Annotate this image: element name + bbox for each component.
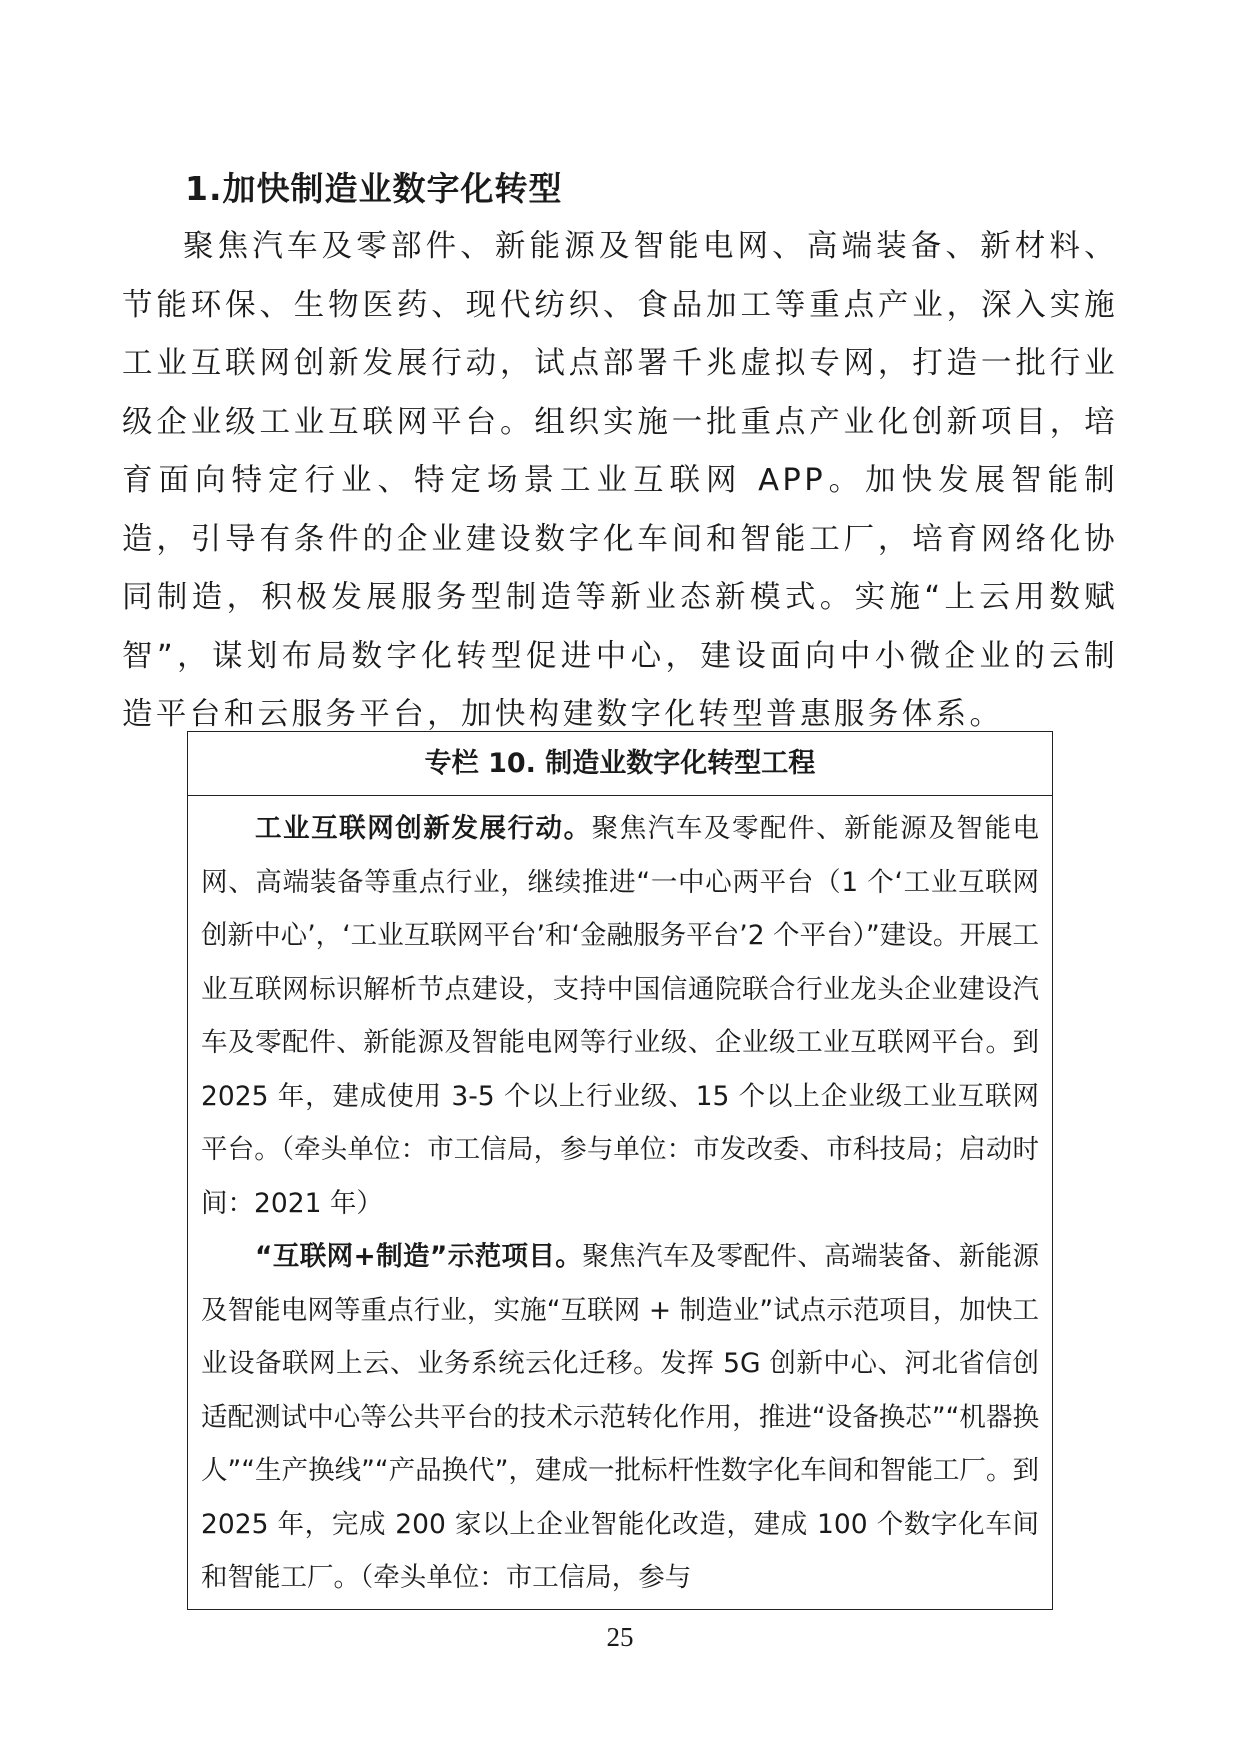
column-box-body <box>188 796 1052 1605</box>
section-paragraph: 聚焦汽车及零部件、新能源及智能电网、高端装备、新材料、节能环保、生物医药、现代纺织、食品加工等重点产业，深入实施工业互联网创新发展行动，试点部署千兆虚拟专网，打造一批行业级企业级工业互联网平台。组织实施一批重点产业化创新项目，培育面向特定行业、特定场景工业互联网 APP。加快发展智能制造，引导有条件的企业建设数字化车间和智能工厂，培育网络化协同制造，积极发展服务型制造等新业态新模式。实施“上云用数赋智”，谋划布局数字化转型促进中心，建设面向中小微企业的云制造平台和云服务平台，加快构建数字化转型普惠服务体系。 <box>122 229 1118 732</box>
column-item-text: 聚焦汽车及零配件、高端装备、新能源及智能电网等重点行业，实施“互联网 + 制造业”试点示范项目，加快工业设备联网上云、业务系统云化迁移。发挥 5G 创新中心、河北省信创适配测试中心等公共平台的技术示范转化作用，推进“设备换芯”“机器换人”“生产换线”“产品换代”，建成一批标杆性数字化车间和智能工厂。到 2025 年，完成 200 家以上企业智能化改造，建成 100 个数字化车间和智能工厂。（牵头单位：市工信局，参与 <box>201 1241 1039 1593</box>
column-item-lead: “互联网+制造”示范项目。 <box>255 1241 583 1272</box>
page-number: 25 <box>606 1622 634 1652</box>
column-item <box>201 1230 1039 1605</box>
column-item <box>201 802 1039 1230</box>
column-item-lead: 工业互联网创新发展行动。 <box>255 813 592 844</box>
section-heading: 1.加快制造业数字化转型 <box>185 169 563 208</box>
column-box <box>187 731 1053 1610</box>
column-item-text: 聚焦汽车及零配件、新能源及智能电网、高端装备等重点行业，继续推进“一中心两平台（1 个‘工业互联网创新中心’，‘工业互联网平台’和‘金融服务平台’2 个平台）”建设。开展工业互联网标识解析节点建设，支持中国信通院联合行业龙头企业建设汽车及零配件、新能源及智能电网等行业级、企业级工业互联网平台。到 2025 年，建成使用 3-5 个以上行业级、15 个以上企业级工业互联网平台。（牵头单位：市工信局，参与单位：市发改委、市科技局；启动时间：2021 年） <box>201 813 1040 1219</box>
column-box-title: 专栏 10. 制造业数字化转型工程 <box>188 732 1052 796</box>
